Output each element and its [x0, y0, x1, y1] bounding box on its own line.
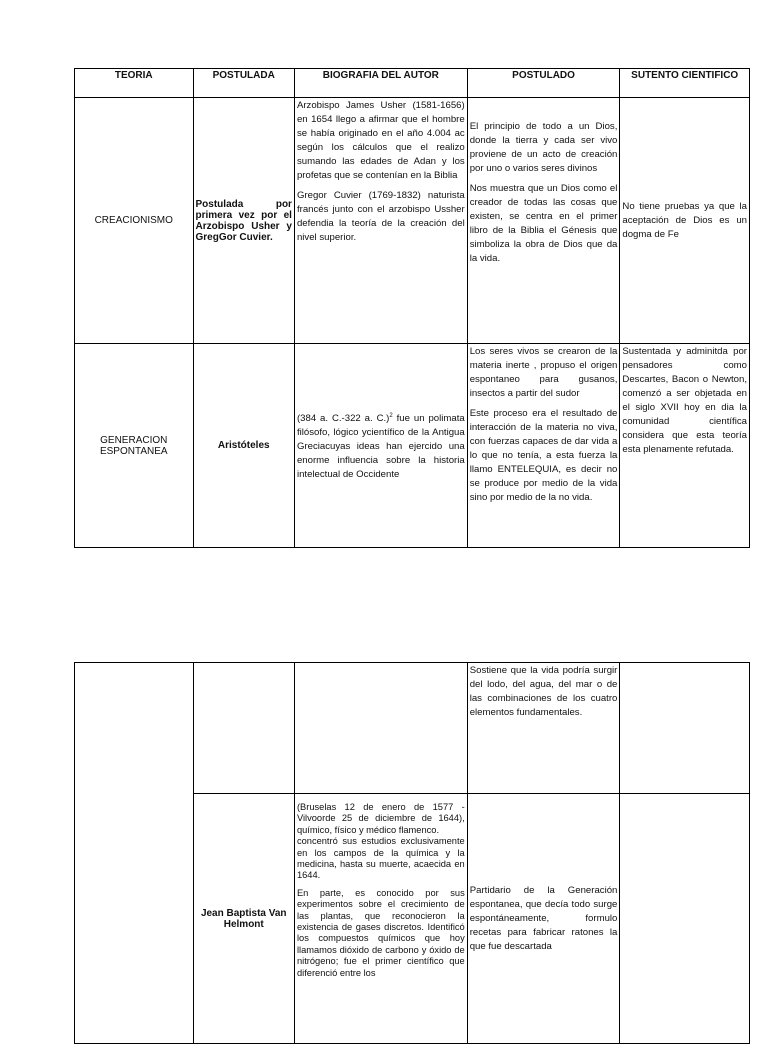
postulada-cell — [193, 663, 294, 794]
header-teoria: TEORIA — [75, 69, 194, 98]
biografia-cell — [294, 344, 467, 548]
biografia-cell — [294, 98, 467, 344]
postulada-cell — [193, 98, 294, 344]
header-postulado: POSTULADO — [467, 69, 620, 98]
postulado-paragraph: El principio de todo a un Dios, donde la tierra y cada ser vivo proviene de un acto de creación por uno o varios seres divinos — [469, 121, 618, 174]
postulado-text: Sostiene que la vida podría surgir del lodo, del agua, del mar o de las combinaciones de los cuatro elementos fundamentales. — [469, 665, 618, 718]
biografia-cell — [294, 663, 467, 794]
theory-name-line: GENERACION — [100, 434, 168, 446]
biografia-text: fue un polimata filósofo, lógico ycientífico de la Antigua Greciacuyas ideas han ejercido una enorme influencia sobre la historia intelectual de Occidente — [296, 413, 465, 481]
postulada-text: Jean Baptista Van Helmont — [200, 907, 287, 930]
header-postulada: POSTULADA — [193, 69, 294, 98]
postulado-cell — [467, 794, 620, 1044]
postulado-cell — [467, 344, 620, 548]
postulado-paragraph: Este proceso era el resultado de interacción de la materia no viva, con fuerzas capaces de dar vida a lo que no tenía, a esta fuerza la llamo ENTELEQUIA, es decir no se produce por medio de la vida sino por medio de la no vida. — [469, 408, 618, 503]
sustento-cell — [620, 794, 750, 1044]
footnote-marker: 2 — [389, 412, 393, 419]
theory-cell — [75, 663, 194, 1044]
postulada-text: Postulada por primera vez por el Arzobispo Usher y GregGor Cuvier. — [195, 198, 292, 243]
postulado-paragraph: Los seres vivos se crearon de la materia inerte , propuso el origen espontaneo para gusanos, insectos a partir del sudor — [469, 346, 618, 399]
theory-name-line: ESPONTANEA — [99, 445, 168, 457]
postulada-cell — [193, 344, 294, 548]
theory-cell — [75, 344, 194, 548]
biografia-paragraph: concentró sus estudios exclusivamente en los campos de la química y la medicina, hasta su muerte, acaecida en 1644. — [296, 836, 465, 881]
theory-name: CREACIONISMO — [94, 215, 173, 226]
biografia-paragraph: Arzobispo James Usher (1581-1656) en 1654 llego a afirmar que el hombre se había originado en el año 4.004 ac según los cálculos que el realizo sumando las edades de Adan y los profetas que se contenían en la Biblia — [296, 100, 465, 181]
postulada-text: Aristóteles — [217, 440, 270, 451]
header-biografia: BIOGRAFIA DEL AUTOR — [294, 69, 467, 98]
header-row — [75, 69, 750, 98]
postulada-cell — [193, 794, 294, 1044]
sustento-cell — [620, 663, 750, 794]
sustento-cell — [620, 344, 750, 548]
biografia-paragraph: En parte, es conocido por sus experimentos sobre el crecimiento de las plantas, que reconocieron la existencia de gases discretos. Identificó los compuestos químicos que hoy llamamos dióxido de carbono y óxido de nitrógeno; fue el primer científico que diferenció entre los — [296, 887, 465, 978]
biografia-paragraph: (Bruselas 12 de enero de 1577 - Vilvoorde 25 de diciembre de 1644), químico, físico y médico flamenco. — [296, 802, 465, 835]
sustento-cell — [620, 98, 750, 344]
biografia-dates: (384 a. C.-322 a. C.) — [296, 413, 390, 425]
theory-cell — [75, 98, 194, 344]
header-sustento: SUTENTO CIENTIFICO — [620, 69, 750, 98]
theories-table-continued — [74, 662, 750, 1044]
biografia-paragraph: Gregor Cuvier (1769-1832) naturista francés junto con el arzobispo Ussher defendia la teoría de la creación del nivel superior. — [296, 190, 465, 243]
postulado-paragraph: Nos muestra que un Dios como el creador de todas las cosas que existen, se centra en el primer libro de la Biblia el Génesis que simboliza la obra de Dios que da la vida. — [469, 183, 618, 264]
sustento-text: No tiene pruebas ya que la aceptación de Dios es un dogma de Fe — [622, 200, 747, 240]
postulado-cell — [467, 98, 620, 344]
table-row — [75, 663, 750, 794]
table-row — [75, 344, 750, 548]
table-row — [75, 98, 750, 344]
sustento-text: Sustentada y adminitda por pensadores como Descartes, Bacon o Newton, comenzó a ser objetada en el siglo XVII hoy en dia la comunidad científica considera que esta teoría esta plenamente refutada. — [622, 346, 747, 455]
theories-table — [74, 68, 750, 548]
postulado-cell — [467, 663, 620, 794]
postulado-text: Partidario de la Generación espontanea, que decía todo surge espontáneamente, formulo recetas para fabricar ratones la que fue descartada — [469, 884, 618, 952]
biografia-cell — [294, 794, 467, 1044]
